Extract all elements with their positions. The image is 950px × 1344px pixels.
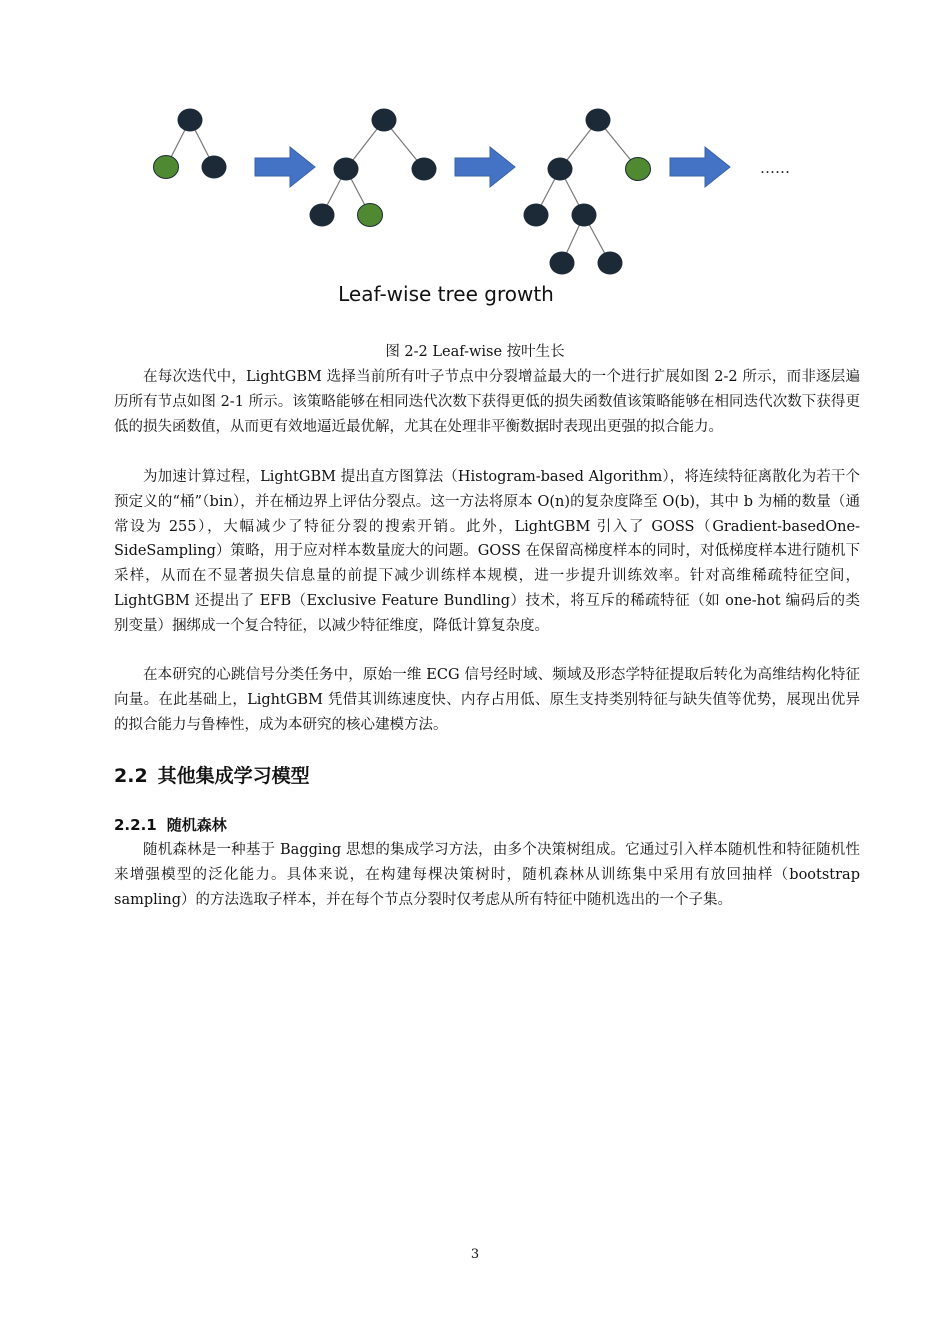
tree-edges bbox=[166, 120, 638, 263]
tree-node bbox=[372, 109, 397, 132]
paragraph: 在本研究的心跳信号分类任务中，原始一维 ECG 信号经时域、频域及形态学特征提取后转化为高维结构化特征向量。在此基础上，LightGBM 凭借其训练速度快、内存占用低、原生支持类别特征与缺失值等优势，展现出优异的拟合能力与鲁棒性，成为本研究的核心建模方法。 bbox=[114, 667, 860, 733]
arrow-right-icon bbox=[455, 147, 515, 187]
tree-leaf-node bbox=[358, 204, 383, 227]
tree-node bbox=[598, 252, 623, 275]
tree-node bbox=[334, 158, 359, 181]
arrow-right-icon bbox=[670, 147, 730, 187]
tree-2 bbox=[310, 109, 437, 227]
leaf-wise-figure bbox=[140, 95, 820, 320]
section-title: 其他集成学习模型 bbox=[157, 765, 310, 787]
tree-node bbox=[202, 156, 227, 179]
section-number: 2.2 bbox=[114, 765, 148, 787]
page-number: 3 bbox=[470, 1247, 480, 1262]
arrow-right-icon bbox=[255, 147, 315, 187]
paragraph: 随机森林是一种基于 Bagging 思想的集成学习方法，由多个决策树组成。它通过引入样本随机性和特征随机性来增强模型的泛化能力。具体来说，在构建每棵决策树时，随机森林从训练集中采用有放回抽样（bootstrap sampling）的方法选取子样本，并在每个节点分裂时仅考虑从所有特征中随机选出的一个子集。 bbox=[114, 842, 860, 908]
tree-leaf-node bbox=[626, 158, 651, 181]
figure-ellipsis: …… bbox=[760, 159, 790, 177]
tree-node bbox=[178, 109, 203, 132]
section-heading bbox=[114, 762, 310, 790]
figure-caption: 图 2-2 Leaf-wise 按叶生长 bbox=[385, 344, 565, 360]
figure-label: Leaf-wise tree growth bbox=[338, 282, 554, 306]
subsection-title: 随机森林 bbox=[166, 816, 227, 834]
tree-node bbox=[524, 204, 549, 227]
tree-leaf-node bbox=[154, 156, 179, 179]
subsection-number: 2.2.1 bbox=[114, 816, 157, 834]
tree-node bbox=[550, 252, 575, 275]
tree-node bbox=[310, 204, 335, 227]
paragraph: 为加速计算过程，LightGBM 提出直方图算法（Histogram-based Algorithm），将连续特征离散化为若干个预定义的“桶”（bin），并在桶边界上评估分裂点。这一方法将原本 O(n)的复杂度降至 O(b)，其中 b 为桶的数量（通常设为 255），大幅减少了特征分裂的搜索开销。此外，LightGBM 引入了 GOSS（Gradient-basedOne-SideSampling）策略，用于应对样本数量庞大的问题。GOSS 在保留高梯度样本的同时，对低梯度样本进行随机下采样，从而在不显著损失信息量的前提下减少训练样本规模，进一步提升训练效率。针对高维稀疏特征空间，LightGBM 还提出了 EFB（Exclusive Feature Bundling）技术，将互斥的稀疏特征（如 one-hot 编码后的类别变量）捆绑成一个复合特征，以减少特征维度，降低计算复杂度。 bbox=[114, 469, 860, 634]
tree-1 bbox=[154, 109, 227, 179]
tree-node bbox=[548, 158, 573, 181]
tree-node bbox=[586, 109, 611, 132]
subsection-heading bbox=[114, 814, 227, 836]
tree-node bbox=[412, 158, 437, 181]
tree-node bbox=[572, 204, 597, 227]
leaf-wise-diagram bbox=[140, 95, 820, 320]
paragraph: 在每次迭代中，LightGBM 选择当前所有叶子节点中分裂增益最大的一个进行扩展如图 2-2 所示，而非逐层遍历所有节点如图 2-1 所示。该策略能够在相同迭代次数下获得更低的损失函数值该策略能够在相同迭代次数下获得更低的损失函数值，从而更有效地逼近最优解，尤其在处理非平衡数据时表现出更强的拟合能力。 bbox=[114, 369, 860, 435]
